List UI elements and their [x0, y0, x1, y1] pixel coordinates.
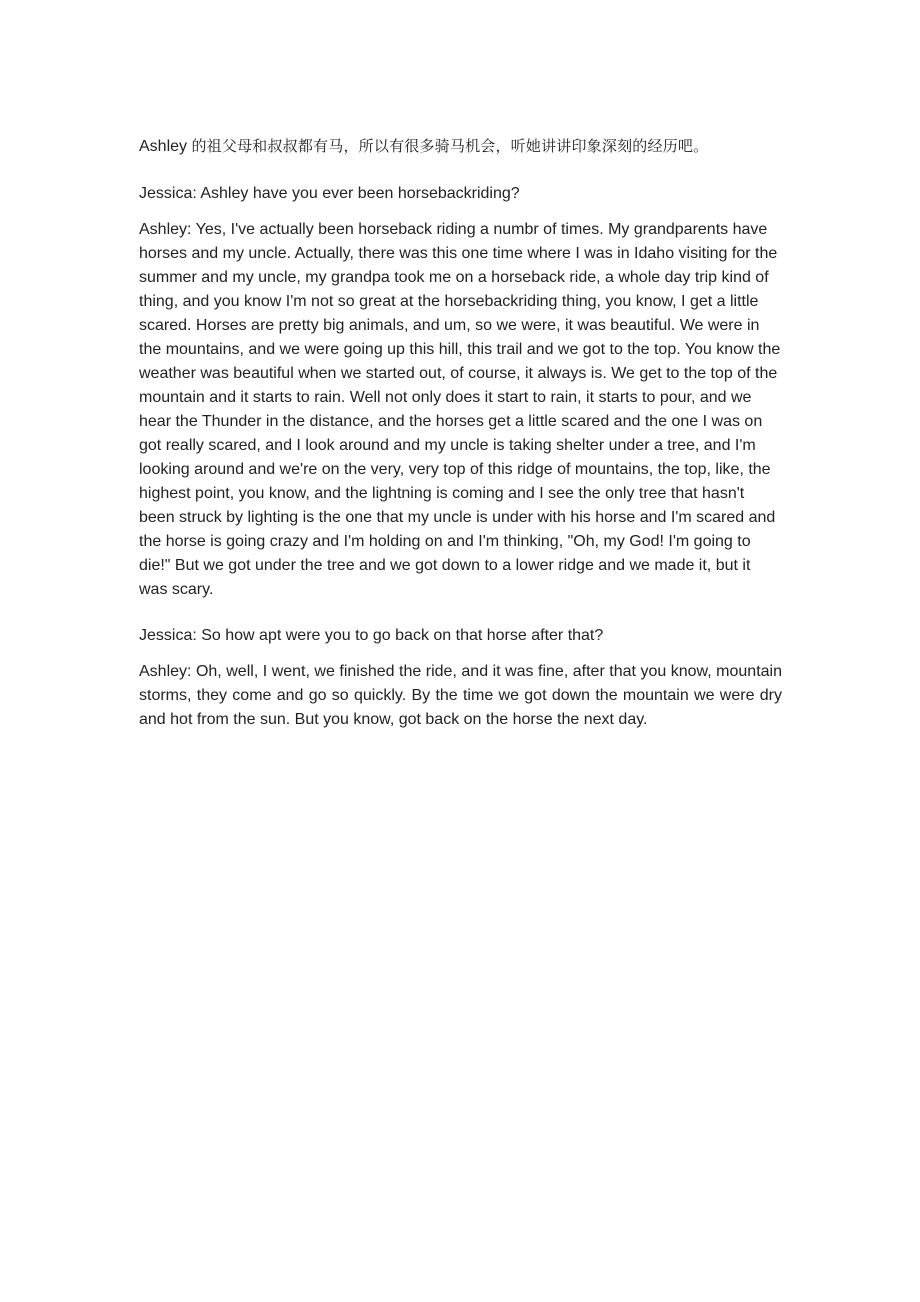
intro-chinese-text: 的祖父母和叔叔都有马，所以有很多骑马机会，听她讲讲印象深刻的经历吧。 [191, 137, 709, 155]
intro-line [139, 133, 782, 160]
dialogue-ashley-answer-1: Ashley: Yes, I've actually been horseback riding a numbr of times. My grandparents have horses and my uncle. Actually, there was this one time where I was in Idaho visiting for the summer and my uncle, my grandpa took me on a horseback ride, a whole day trip kind of thing, and you know I'm not so great at the horsebackriding thing, you know, I get a little scared. Horses are pretty big animals, and um, so we were, it was beautiful. We were in the mountains, and we were going up this hill, this trail and we got to the top. You know the weather was beautiful when we started out, of course, it always is. We get to the top of the mountain and it starts to rain. Well not only does it start to rain, it starts to pour, and we hear the Thunder in the distance, and the horses get a little scared and the one I was on got really scared, and I look around and my uncle is taking shelter under a tree, and I'm looking around and we're on the very, very top of this ridge of mountains, the top, like, the highest point, you know, and the lightning is coming and I see the only tree that hasn't been struck by lighting is the one that my uncle is under with his horse and I'm scared and the horse is going crazy and I'm holding on and I'm thinking, "Oh, my God! I'm going to die!" But we got under the tree and we got down to a lower ridge and we made it, but it was scary. [139, 221, 781, 598]
dialogue-jessica-question-1: Jessica: Ashley have you ever been horsebackriding? [139, 185, 520, 202]
dialogue-jessica-question-2: Jessica: So how apt were you to go back on that horse after that? [139, 627, 604, 644]
dialogue-ashley-answer-2: Ashley: Oh, well, I went, we finished the ride, and it was fine, after that you know, mountain storms, they come and go so quickly. By the time we got down the mountain we were dry and hot from the sun. But you know, got back on the horse the next day. [139, 663, 782, 728]
document-body [139, 133, 782, 754]
intro-speaker-name: Ashley [139, 138, 188, 155]
